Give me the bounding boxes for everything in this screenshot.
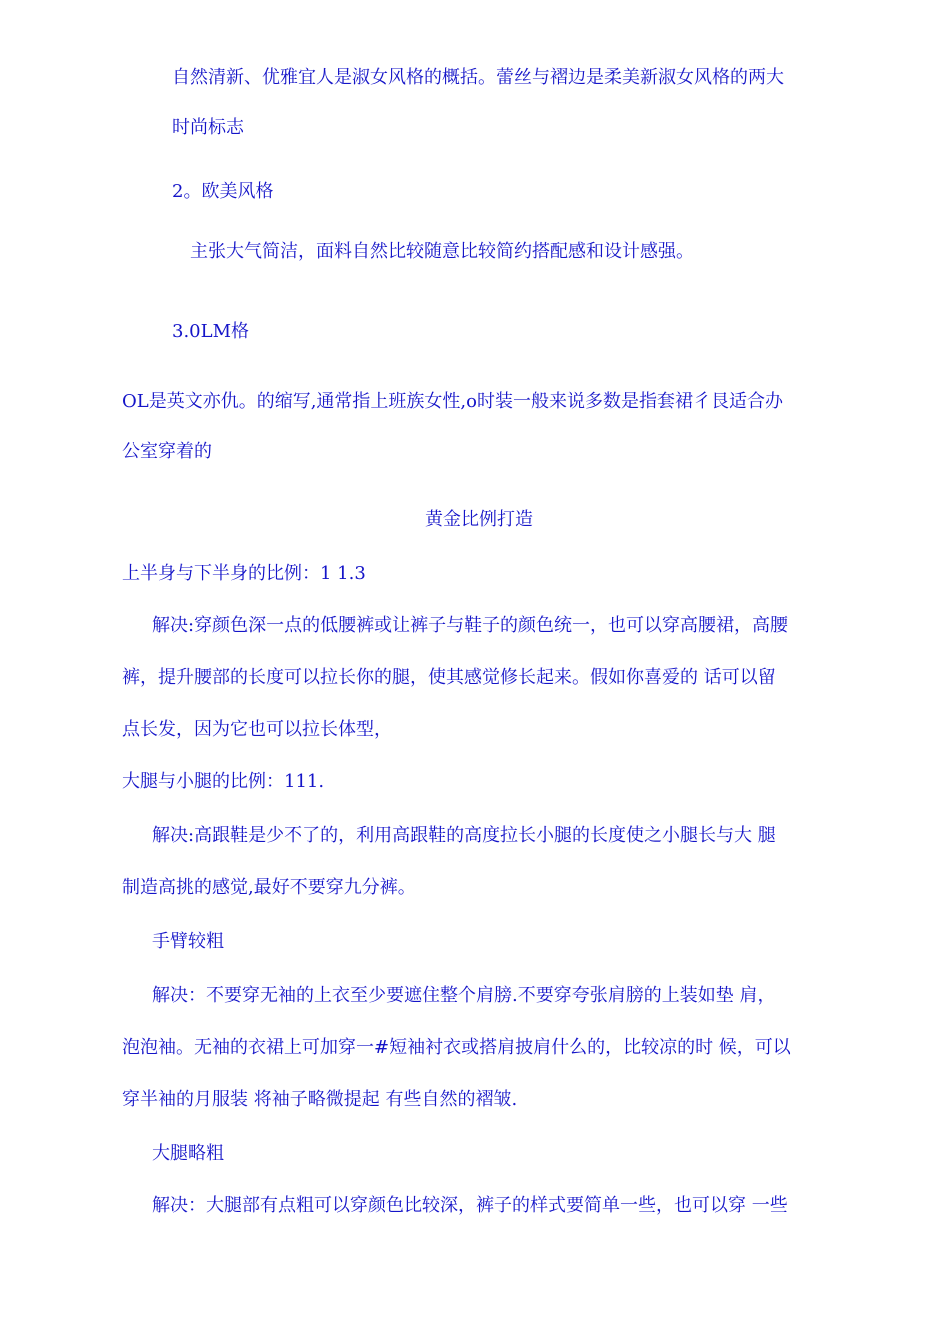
- paragraph-line: 裤，提升腰部的长度可以拉长你的腿，使其感觉修长起来。假如你喜爱的 话可以留: [122, 667, 776, 688]
- paragraph-line: 解决:穿颜色深一点的低腰裤或让裤子与鞋子的颜色统一，也可以穿高腰裙，高腰: [152, 615, 789, 636]
- paragraph-line: 穿半袖的月服装 将袖子略微提起 有些自然的褶皱.: [122, 1089, 518, 1110]
- paragraph-line: 泡泡袖。无袖的衣裙上可加穿一#短袖衬衣或搭肩披肩什么的，比较凉的时 候，可以: [122, 1037, 791, 1058]
- paragraph-line: OL是英文亦仇。的缩写,通常指上班族女性,o时装一般来说多数是指套裙彳艮适合办: [122, 391, 783, 412]
- paragraph-line: 主张大气简洁，面料自然比较随意比较简约搭配感和设计感强。: [190, 241, 694, 262]
- paragraph-line: 大腿与小腿的比例：111.: [122, 771, 325, 792]
- paragraph-line: 点长发，因为它也可以拉长体型，: [122, 719, 392, 740]
- paragraph-line: 制造高挑的感觉,最好不要穿九分裤。: [122, 877, 416, 898]
- paragraph-line: 上半身与下半身的比例：1 1.3: [122, 563, 366, 584]
- paragraph-line: 解决：大腿部有点粗可以穿颜色比较深，裤子的样式要简单一些，也可以穿 一些: [152, 1195, 788, 1216]
- section-heading: 3.0LM格: [172, 321, 250, 342]
- paragraph-line: 公室穿着的: [122, 441, 212, 462]
- paragraph-line: 自然清新、优雅宜人是淑女风格的概括。蕾丝与褶边是柔美新淑女风格的两大: [172, 67, 784, 88]
- paragraph-line: 解决:高跟鞋是少不了的，利用高跟鞋的高度拉长小腿的长度使之小腿长与大 腿: [152, 825, 776, 846]
- paragraph-line: 解决：不要穿无袖的上衣至少要遮住整个肩膀.不要穿夸张肩膀的上装如垫 肩，: [152, 985, 776, 1006]
- section-heading: 2。欧美风格: [172, 181, 274, 202]
- centered-title: 黄金比例打造: [425, 509, 533, 530]
- subheading: 大腿略粗: [152, 1143, 224, 1164]
- subheading: 手臂较粗: [152, 931, 224, 952]
- paragraph-line: 时尚标志: [172, 117, 244, 138]
